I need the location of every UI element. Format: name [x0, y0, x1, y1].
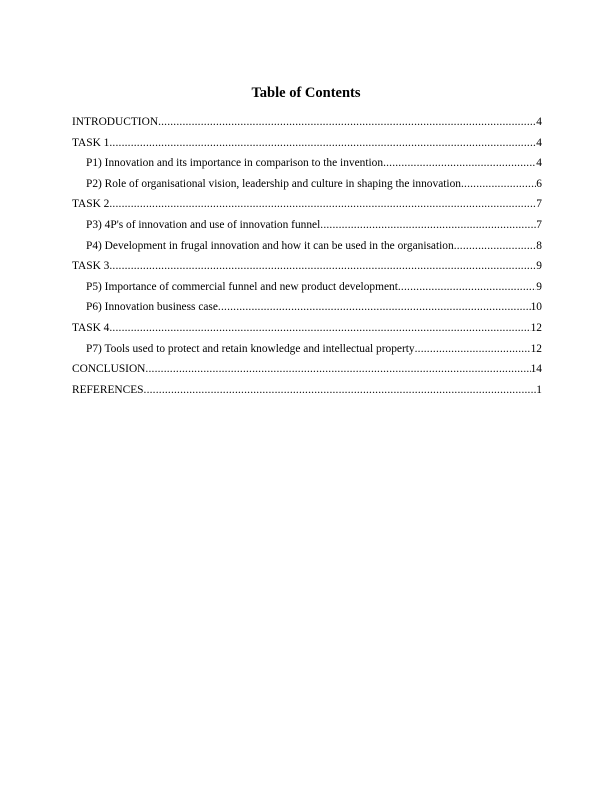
toc-entry-label: P5) Importance of commercial funnel and new product development	[86, 280, 398, 293]
toc-entry-page: 7	[536, 218, 542, 231]
toc-entry-label: CONCLUSION	[72, 363, 146, 376]
toc-entry-label: P7) Tools used to protect and retain knowledge and intellectual property	[86, 342, 415, 355]
toc-entry-conclusion[interactable]	[72, 359, 542, 380]
toc-dot-leader	[145, 359, 530, 380]
toc-dot-leader	[320, 215, 536, 236]
toc-entry-label: INTRODUCTION	[72, 116, 159, 128]
toc-dot-leader	[158, 112, 536, 133]
toc-entry-p3[interactable]	[72, 215, 542, 236]
toc-entry-page: 14	[530, 363, 542, 376]
toc-entry-label: P1) Innovation and its importance in comparison to the invention	[86, 157, 384, 170]
toc-entry-label: P3) 4P's of innovation and use of innovation funnel	[86, 218, 321, 231]
toc-entry-task-2[interactable]	[72, 194, 542, 215]
toc-entry-label: P2) Role of organisational vision, leadership and culture in shaping the innovation	[86, 177, 461, 190]
toc-dot-leader	[144, 380, 537, 401]
toc-entry-page: 4	[536, 116, 542, 128]
toc-entry-page: 6	[536, 177, 542, 190]
toc-entry-p6[interactable]	[72, 297, 542, 318]
toc-entry-p2[interactable]	[72, 174, 542, 195]
toc-entry-page: 10	[530, 301, 542, 314]
toc-entry-p7[interactable]	[72, 339, 542, 360]
toc-dot-leader	[109, 318, 530, 339]
toc-dot-leader	[218, 297, 531, 318]
toc-entry-task-4[interactable]	[72, 318, 542, 339]
toc-entry-page: 4	[536, 157, 542, 170]
toc-entry-page: 12	[530, 342, 542, 355]
toc-entry-label: TASK 3	[72, 260, 110, 273]
toc-title: Table of Contents	[251, 85, 361, 101]
toc-entry-label: TASK 1	[72, 136, 110, 149]
toc-dot-leader	[461, 174, 536, 195]
toc-entry-introduction[interactable]	[72, 112, 542, 133]
toc-entry-label: P6) Innovation business case	[86, 301, 218, 314]
toc-entry-references[interactable]	[72, 380, 542, 401]
toc-list	[72, 112, 542, 400]
toc-dot-leader	[383, 153, 536, 174]
toc-entry-task-1[interactable]	[72, 133, 542, 154]
toc-entry-label: TASK 2	[72, 198, 110, 211]
toc-entry-task-3[interactable]	[72, 256, 542, 277]
toc-entry-page: 8	[536, 239, 542, 252]
toc-entry-label: REFERENCES	[72, 383, 144, 396]
toc-entry-page: 12	[530, 321, 542, 334]
toc-entry-p5[interactable]	[72, 277, 542, 298]
toc-entry-page: 7	[536, 198, 542, 211]
toc-entry-p4[interactable]	[72, 236, 542, 257]
toc-entry-page: 9	[536, 260, 542, 273]
toc-entry-page: 9	[536, 280, 542, 293]
toc-entry-label: P4) Development in frugal innovation and how it can be used in the organisation	[86, 239, 454, 252]
toc-dot-leader	[109, 133, 536, 154]
toc-entry-page: 1	[536, 383, 542, 396]
toc-entry-page: 4	[536, 136, 542, 149]
toc-dot-leader	[109, 194, 536, 215]
toc-dot-leader	[398, 277, 536, 298]
toc-entry-p1[interactable]	[72, 153, 542, 174]
toc-dot-leader	[109, 256, 536, 277]
toc-dot-leader	[454, 236, 537, 257]
toc-entry-label: TASK 4	[72, 321, 110, 334]
toc-dot-leader	[415, 339, 531, 360]
